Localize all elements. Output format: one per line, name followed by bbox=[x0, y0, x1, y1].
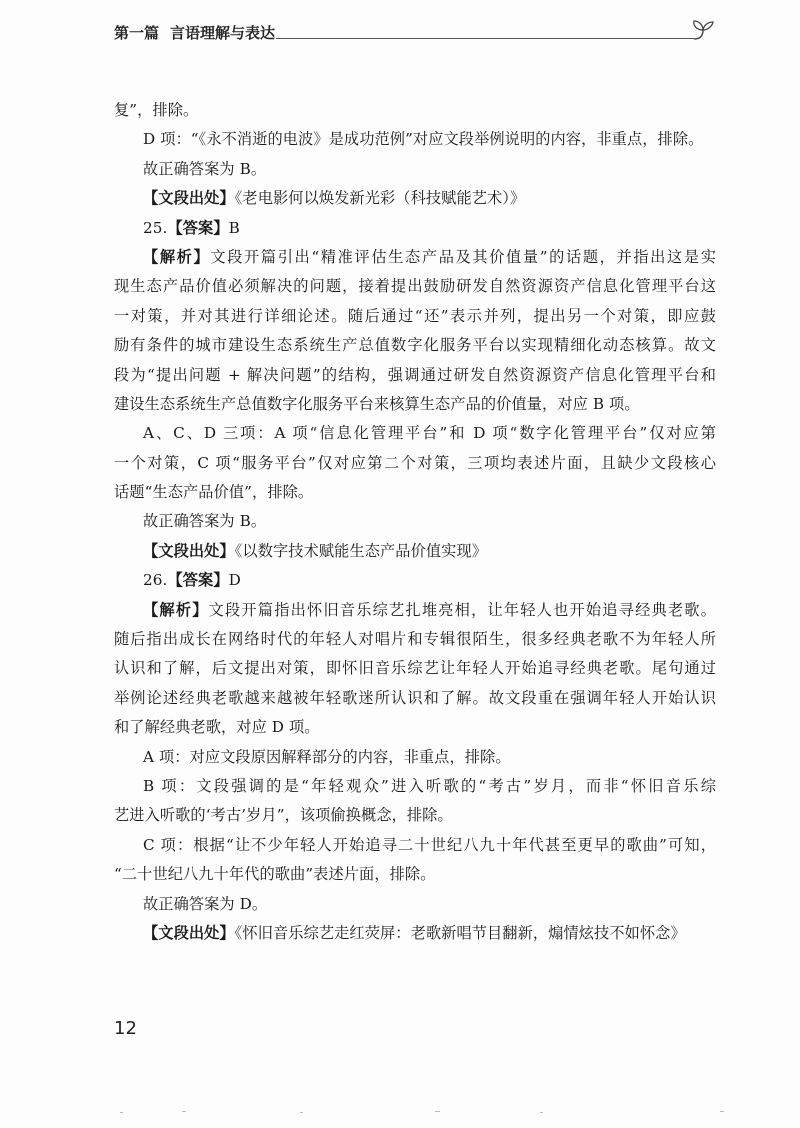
header-rule bbox=[276, 38, 694, 39]
question-number: 26. bbox=[143, 571, 168, 590]
header-part-label: 第一篇 bbox=[114, 24, 160, 42]
line-text: 故正确答案为 D。 bbox=[143, 894, 268, 913]
section-tag: 【解析】 bbox=[143, 247, 211, 266]
line-text: 《老电影何以焕发新光彩（科技赋能艺术）》 bbox=[234, 189, 526, 208]
text-line bbox=[114, 596, 716, 625]
line-text: 段为“提出问题 + 解决问题”的结构，强调通过研发自然资源资产信息化管理平台和 bbox=[114, 365, 716, 384]
running-header bbox=[114, 18, 714, 48]
text-line bbox=[114, 537, 716, 566]
text-line bbox=[114, 184, 716, 213]
line-text: 故正确答案为 B。 bbox=[143, 512, 267, 531]
text-line bbox=[114, 243, 716, 272]
text-line bbox=[114, 449, 716, 478]
text-line bbox=[114, 478, 716, 507]
section-tag: 【答案】 bbox=[167, 571, 229, 590]
text-line bbox=[114, 566, 716, 595]
text-line bbox=[114, 801, 716, 830]
question-number: 25. bbox=[143, 218, 168, 237]
text-line bbox=[114, 654, 716, 683]
line-text: 和了解经典老歌，对应 D 项。 bbox=[114, 718, 320, 737]
text-line bbox=[114, 625, 716, 654]
text-line bbox=[114, 743, 716, 772]
line-text: 《以数字技术赋能生态产品价值实现》 bbox=[234, 541, 488, 560]
line-text: 一对策，并对其进行详细论述。随后通过“还”表示并列，提出另一个对策，即应鼓 bbox=[114, 306, 716, 325]
line-text: 一个对策，C 项“服务平台”仅对应第二个对策，三项均表述片面，且缺少文段核心 bbox=[114, 453, 716, 472]
line-text: 文段开篇指出怀旧音乐综艺扎堆亮相，让年轻人也开始追寻经典老歌。 bbox=[208, 600, 716, 619]
text-line bbox=[114, 890, 716, 919]
line-text: 艺进入听歌的‘考古’岁月”，该项偷换概念，排除。 bbox=[114, 806, 453, 825]
text-line bbox=[114, 919, 716, 948]
line-text: 现生态产品价值必须解决的问题，接着提出鼓励研发自然资源资产信息化管理平台这 bbox=[114, 277, 716, 296]
line-text: 《怀旧音乐综艺走红荧屏：老歌新唱节目翻新，煽情炫技不如怀念》 bbox=[234, 923, 686, 942]
text-line bbox=[114, 361, 716, 390]
page-number: 12 bbox=[114, 1018, 137, 1039]
line-text: 话题“生态产品价值”，排除。 bbox=[114, 483, 314, 502]
line-text: A、C、D 三项：A 项“信息化管理平台”和 D 项“数字化管理平台”仅对应第 bbox=[143, 424, 716, 443]
text-line bbox=[114, 302, 716, 331]
line-text: 故正确答案为 B。 bbox=[143, 159, 267, 178]
line-text: D 项：“《永不消逝的电波》是成功范例”对应文段举例说明的内容，非重点，排除。 bbox=[143, 130, 704, 149]
line-text: B 项：文段强调的是“年轻观众”进入听歌的“考古”岁月，而非“怀旧音乐综 bbox=[143, 776, 716, 795]
text-line bbox=[114, 331, 716, 360]
text-line bbox=[114, 713, 716, 742]
line-text: B bbox=[228, 218, 240, 237]
section-tag: 【文段出处】 bbox=[143, 923, 235, 942]
section-tag: 【文段出处】 bbox=[143, 189, 235, 208]
line-text: 文段开篇引出“精准评估生态产品及其价值量”的话题，并指出这是实 bbox=[210, 247, 716, 266]
line-text: D bbox=[228, 571, 241, 590]
text-line bbox=[114, 214, 716, 243]
sprout-icon bbox=[688, 18, 718, 46]
line-text: 认识和了解，后文提出对策，即怀旧音乐综艺让年轻人开始追寻经典老歌。尾句通过 bbox=[114, 659, 716, 678]
line-text: 建设生态系统生产总值数字化服务平台来核算生态产品的价值量，对应 B 项。 bbox=[114, 394, 640, 413]
text-line bbox=[114, 272, 716, 301]
header-chapter-title: 言语理解与表达 bbox=[170, 24, 276, 42]
line-text: 复”，排除。 bbox=[114, 101, 199, 119]
text-line bbox=[114, 860, 716, 889]
text-line bbox=[114, 507, 716, 536]
text-line bbox=[114, 96, 716, 125]
text-line bbox=[114, 831, 716, 860]
text-line bbox=[114, 419, 716, 448]
line-text: C 项：根据“让不少年轻人开始追寻二十世纪八九十年代甚至更早的歌曲”可知， bbox=[143, 835, 716, 854]
line-text: 励有条件的城市建设生态系统生产总值数字化服务平台以实现精细化动态核算。故文 bbox=[114, 336, 716, 355]
scan-artifact-dots bbox=[0, 1104, 800, 1120]
line-text: “二十世纪八九十年代的歌曲”表述片面，排除。 bbox=[114, 865, 436, 884]
line-text: 举例论述经典老歌越来越被年轻歌迷所认识和了解。故文段重在强调年轻人开始认识 bbox=[114, 688, 716, 707]
section-tag: 【答案】 bbox=[167, 218, 229, 237]
text-line bbox=[114, 125, 716, 154]
text-line bbox=[114, 772, 716, 801]
section-tag: 【文段出处】 bbox=[143, 541, 235, 560]
line-text: 随后指出成长在网络时代的年轻人对唱片和专辑很陌生，很多经典老歌不为年轻人所 bbox=[114, 630, 716, 649]
line-text: A 项：对应文段原因解释部分的内容，非重点，排除。 bbox=[143, 747, 511, 766]
text-line bbox=[114, 155, 716, 184]
answer-explanation-body bbox=[114, 96, 716, 948]
section-tag: 【解析】 bbox=[143, 600, 209, 619]
text-line bbox=[114, 390, 716, 419]
text-line bbox=[114, 684, 716, 713]
